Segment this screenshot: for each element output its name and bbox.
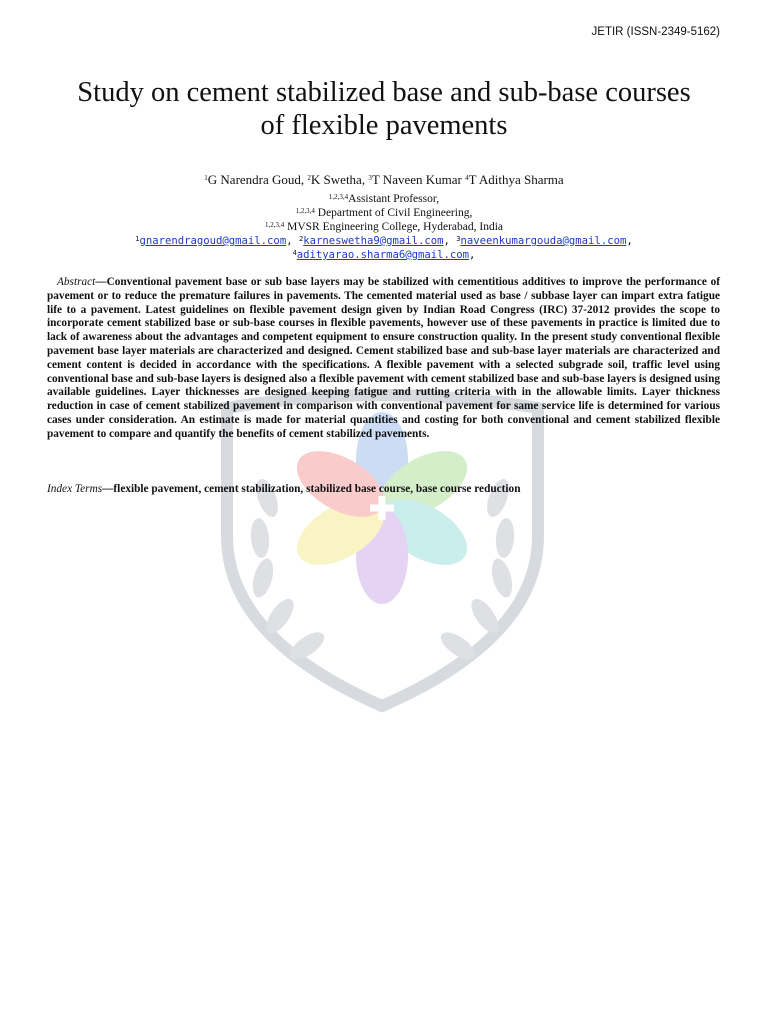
email-4-number: 4: [292, 249, 297, 257]
abstract-text: Conventional pavement base or sub base layers may be stabilized with cementitious additives to improve the performance of pavement or to reduce the premature failures in pavements. The cemented material used as base / subbase layer can impart extra fatigue life to a pavement. Latest guidelines on flexible pavement design given by Indian Road Congress (IRC) 37-2012 provides the scope to incorporate cement stabilized base or sub-base courses in flexible pavements, however use of these pavements in practice is limited due to lack of awareness about the advantages and competent equipment to ensure construction quality. In the present study conventional flexible pavement base layer materials are characterized and designed. Cement stabilized base and sub-base layer materials are characterized and cement content is decided in accordance with the specifications. A flexible pavement with a selected subgrade soil, traffic level using conventional base and sub-base layers is designed also a flexible pavement with cement stabilized base and sub-base layers is designed using available guidelines. Layer thicknesses are designed keeping fatigue and rutting criteria with in the allowable limits. Layer thickness reduction in case of cement stabilized pavement in comparison with conventional pavement for same service life is determined for various cases under consideration. An estimate is made for material quantities and costing for both conventional and cement stabilized flexible pavement to compare and quantify the benefits of cement stabilized pavements.: [47, 276, 720, 440]
journal-header: JETIR (ISSN-2349-5162): [591, 26, 720, 38]
author-1-number: 1: [204, 174, 208, 182]
email-link-3[interactable]: naveenkumargouda@gmail.com: [460, 235, 627, 247]
affiliation-1-text: Assistant Professor,: [348, 193, 440, 205]
author-4-name: T Adithya Sharma: [468, 172, 564, 187]
title-line-1: Study on cement stabilized base and sub-base courses: [77, 77, 691, 108]
abstract-paragraph: [47, 276, 720, 442]
email-link-1[interactable]: gnarendragoud@gmail.com: [139, 235, 287, 247]
index-terms-paragraph: [47, 483, 720, 497]
email-line-2: $^4$adityarao.sharma6@gmail.com,: [292, 249, 476, 261]
title-line-2: of flexible pavements: [260, 110, 508, 141]
author-4-number: 4: [465, 174, 469, 182]
affiliation-3-text: MVSR Engineering College, Hyderabad, India: [284, 221, 504, 233]
abstract-dash: —: [95, 276, 107, 288]
affiliation-1-sup: 1,2,3,4: [328, 193, 349, 201]
abstract-label: Abstract: [57, 276, 96, 288]
affiliation-college: [40, 220, 728, 234]
author-3-name: T Naveen Kumar: [371, 172, 462, 187]
email-1-number: 1: [135, 235, 140, 243]
email-link-2[interactable]: karneswetha9@gmail.com: [303, 235, 444, 247]
affiliation-2-sup: 1,2,3,4: [295, 207, 315, 215]
affiliation-position: [40, 192, 728, 206]
affiliation-department: [40, 206, 728, 220]
affiliation-2-text: Department of Civil Engineering,: [314, 207, 473, 219]
email-2-number: 2: [298, 235, 304, 243]
email-link-4[interactable]: adityarao.sharma6@gmail.com: [296, 249, 470, 261]
author-1-name: G Narendra Goud,: [207, 172, 305, 187]
author-3-number: 3: [368, 174, 372, 182]
email-line-1: $^1$gnarendragoud@gmail.com, $^2$karneswetha9@gmail.com, $^3$naveenkumargouda@gmail.com,: [135, 235, 633, 247]
email-3-number: 3: [456, 235, 461, 243]
index-terms-label: Index Terms: [47, 483, 103, 495]
index-terms-dash: —: [102, 483, 114, 495]
author-2-name: K Swetha,: [310, 172, 366, 187]
author-list: [40, 172, 728, 188]
affiliation-3-sup: 1,2,3,4: [264, 221, 285, 229]
author-2-number: 2: [307, 174, 311, 182]
index-terms-text: flexible pavement, cement stabilization, stabilized base course, base course reduction: [113, 483, 521, 495]
paper-title: [40, 76, 728, 142]
